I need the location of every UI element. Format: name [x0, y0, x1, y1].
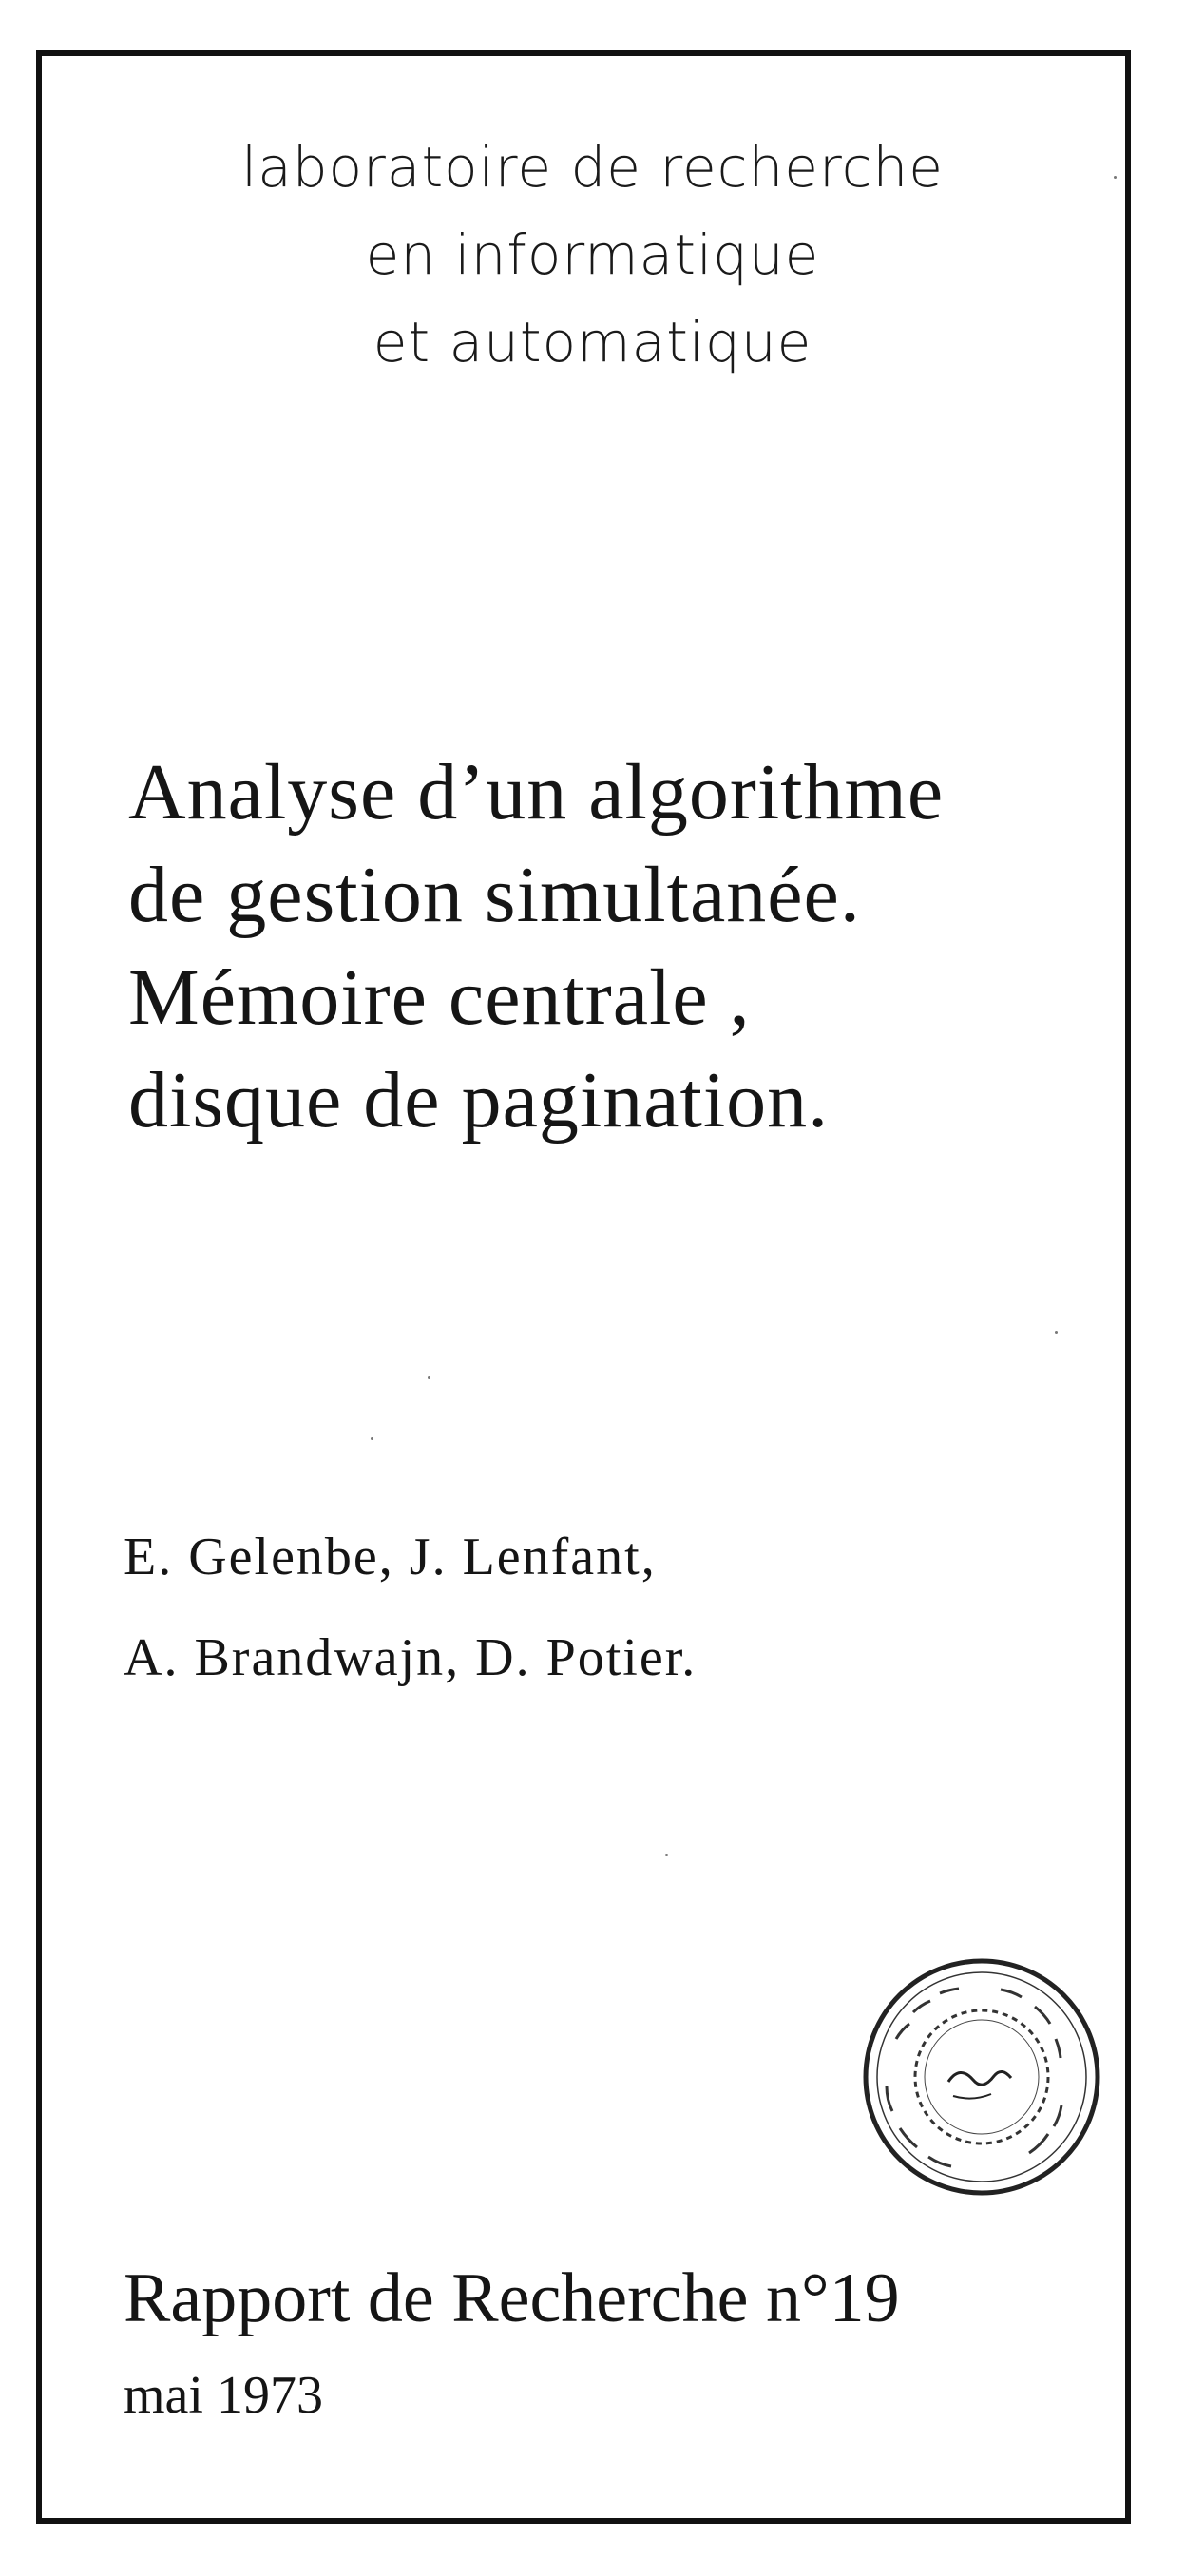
laboratory-name — [0, 124, 1185, 386]
author-line: E. Gelenbe, J. Lenfant, — [124, 1528, 657, 1586]
report-number: Rapport de Recherche n°19 — [124, 2259, 900, 2337]
author-line: A. Brandwajn, D. Potier. — [124, 1628, 698, 1687]
laboratory-line: en informatique — [365, 222, 820, 287]
laboratory-line: laboratoire de recherche — [241, 135, 944, 200]
title-line: Mémoire centrale , — [128, 953, 751, 1042]
title-line: Analyse d’un algorithme — [128, 748, 945, 836]
scan-speck — [428, 1376, 430, 1379]
report-title — [128, 741, 944, 1152]
laboratory-line: et automatique — [373, 310, 812, 375]
library-stamp-icon — [858, 1953, 1105, 2201]
title-line: disque de pagination. — [128, 1056, 830, 1144]
scan-speck — [1055, 1331, 1058, 1334]
title-line: de gestion simultanée. — [128, 851, 861, 939]
authors — [124, 1507, 697, 1708]
report-date: mai 1973 — [124, 2366, 323, 2425]
scan-speck — [371, 1437, 373, 1440]
scan-speck — [665, 1854, 668, 1856]
scan-speck — [1114, 176, 1117, 179]
